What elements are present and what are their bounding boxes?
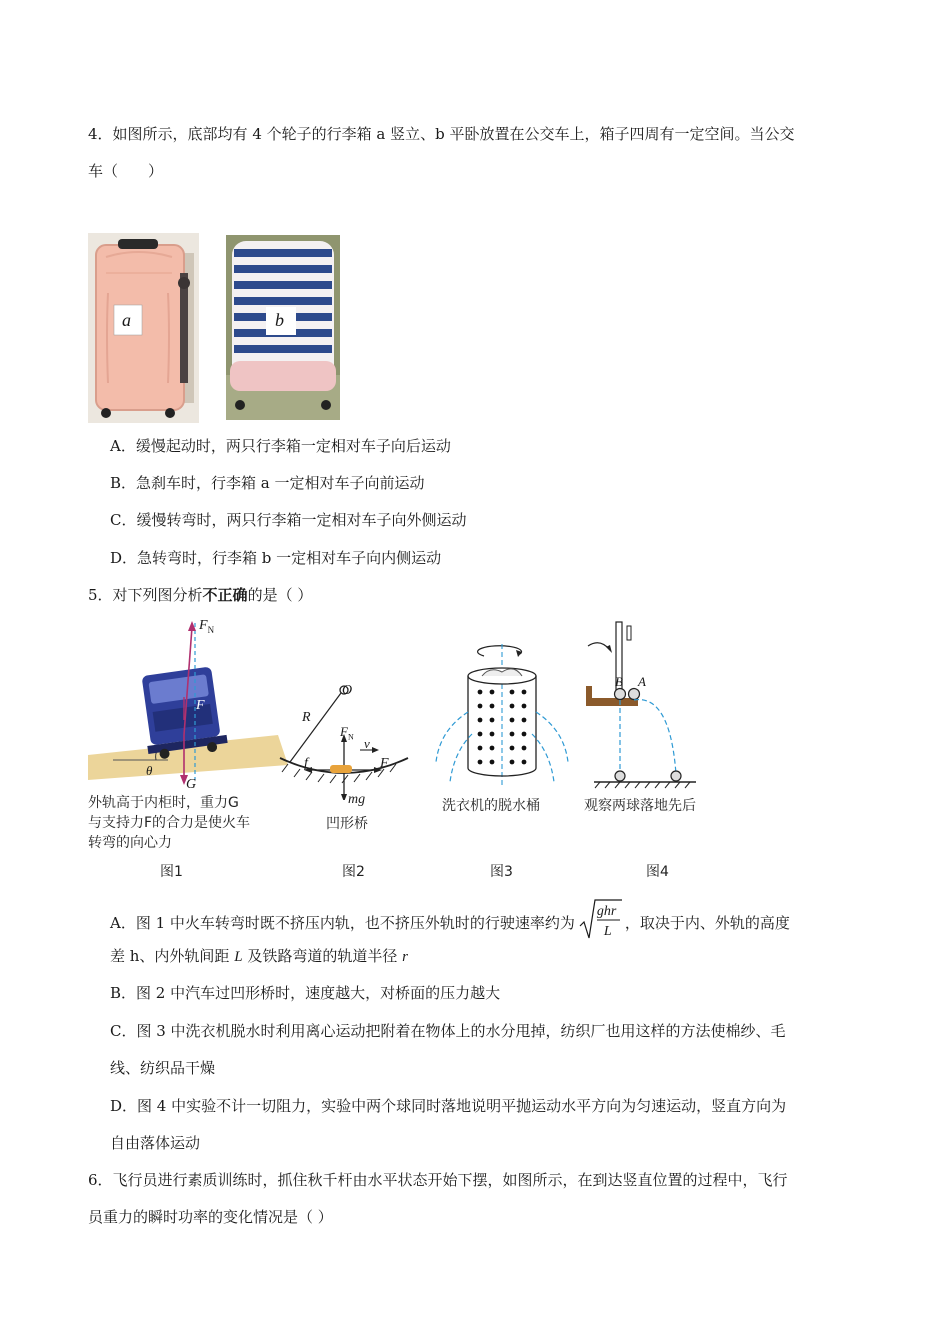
fig2-mg-label: mg	[348, 792, 366, 807]
figure-3-drawing	[432, 642, 572, 792]
fig1-g-label: G	[186, 777, 197, 792]
figure-4	[580, 616, 730, 836]
fig2-f-big-label: F	[380, 756, 389, 771]
q5-option-a-pre: A．图 1 中火车转弯时既不挤压内轨，也不挤压外轨时的行驶速率约为	[110, 914, 575, 932]
fig2-fn-label: $F_N$	[340, 724, 354, 742]
q5-option-b: B．图 2 中汽车过凹形桥时，速度越大，对桥面的压力越大	[110, 984, 501, 1002]
fig1-f-label: F	[196, 698, 205, 713]
q4-stem-line2: 车（ ）	[88, 162, 164, 180]
fig1-theta-label: θ	[146, 763, 153, 778]
q4-stem-line1: 4．如图所示，底部均有 4 个轮子的行李箱 a 竖立、b 平卧放置在公交车上，箱子四周有一定空间。当公交	[88, 125, 795, 143]
fig2-r-label: R	[302, 710, 311, 725]
q5-option-a-l2-r: r	[402, 949, 408, 965]
sqrt-formula	[578, 898, 622, 942]
suitcase-b-photo	[226, 235, 340, 420]
q4-option-b: B．急刹车时，行李箱 a 一定相对车子向前运动	[110, 474, 425, 492]
fig4-a-label: A	[638, 674, 646, 689]
fig2-f-small-label: f	[304, 756, 308, 771]
q4-option-a: A．缓慢起动时，两只行李箱一定相对车子向后运动	[110, 437, 451, 455]
suitcase-b-label: b	[275, 310, 284, 330]
q5-option-a-post: ，取决于内、外轨的高度	[624, 914, 790, 932]
q5-option-a-l2-pre: 差 h、内外轨间距	[110, 947, 235, 965]
q5-option-c-line1: C．图 3 中洗衣机脱水时利用离心运动把附着在物体上的水分甩掉，纺织厂也用这样的方法使棉纱、毛	[110, 1022, 786, 1040]
q4-option-d: D．急转弯时，行李箱 b 一定相对车子向内侧运动	[110, 549, 442, 567]
figure-1	[88, 615, 288, 855]
fig3-caption: 洗衣机的脱水桶	[442, 798, 540, 814]
fig1-fn-label: $F_N$	[199, 618, 215, 635]
q5-option-a-l2-L: L	[234, 949, 243, 965]
q4-option-c: C．缓慢转弯时，两只行李箱一定相对车子向外侧运动	[110, 511, 467, 529]
sqrt-denominator: L	[603, 924, 612, 939]
fig4-caption: 观察两球落地先后	[584, 798, 696, 814]
q5-stem-emphasis: 不正确	[202, 586, 248, 604]
figure-2	[278, 680, 418, 830]
q5-option-c-line2: 线、纺织品干燥	[110, 1059, 216, 1077]
fig3-name: 图3	[490, 864, 513, 880]
q5-stem-prefix: 5．对下列图分析	[88, 586, 203, 604]
fig2-caption: 凹形桥	[326, 816, 368, 832]
fig1-caption-2: 与支持力F的合力是使火车	[88, 815, 251, 831]
suitcase-a-photo	[88, 233, 199, 423]
sqrt-numerator: ghr	[596, 904, 617, 919]
q5-option-a-l2-mid: 及铁路弯道的轨道半径	[242, 947, 403, 965]
fig4-b-label: B	[615, 674, 623, 689]
q5-option-a-line1	[110, 902, 790, 946]
q5-stem-suffix: 的是（ ）	[247, 586, 313, 604]
fig1-name: 图1	[160, 864, 183, 880]
figure-3	[432, 642, 572, 832]
q5-option-d-line1: D．图 4 中实验不计一切阻力，实验中两个球同时落地说明平抛运动水平方向为匀速运动，竖直方向为	[110, 1097, 787, 1115]
fig2-v-label: v	[364, 736, 370, 751]
fig1-caption-3: 转弯的向心力	[88, 835, 172, 851]
figure-4-drawing	[580, 616, 730, 796]
q6-stem-line1: 6．飞行员进行素质训练时，抓住秋千杆由水平状态开始下摆，如图所示，在到达竖直位置的过程中，飞行	[88, 1171, 788, 1189]
fig2-o-label: O	[342, 683, 353, 698]
fig2-name: 图2	[342, 864, 365, 880]
q5-option-d-line2: 自由落体运动	[110, 1134, 201, 1152]
fig1-caption-1: 外轨高于内柜时，重力G	[88, 795, 239, 811]
q5-stem	[88, 585, 312, 605]
q6-stem-line2: 员重力的瞬时功率的变化情况是（ ）	[88, 1208, 333, 1226]
figure-1-drawing	[88, 615, 288, 795]
fig4-name: 图4	[646, 864, 669, 880]
suitcase-a-label: a	[122, 310, 131, 330]
q5-option-a-line2	[110, 946, 408, 967]
